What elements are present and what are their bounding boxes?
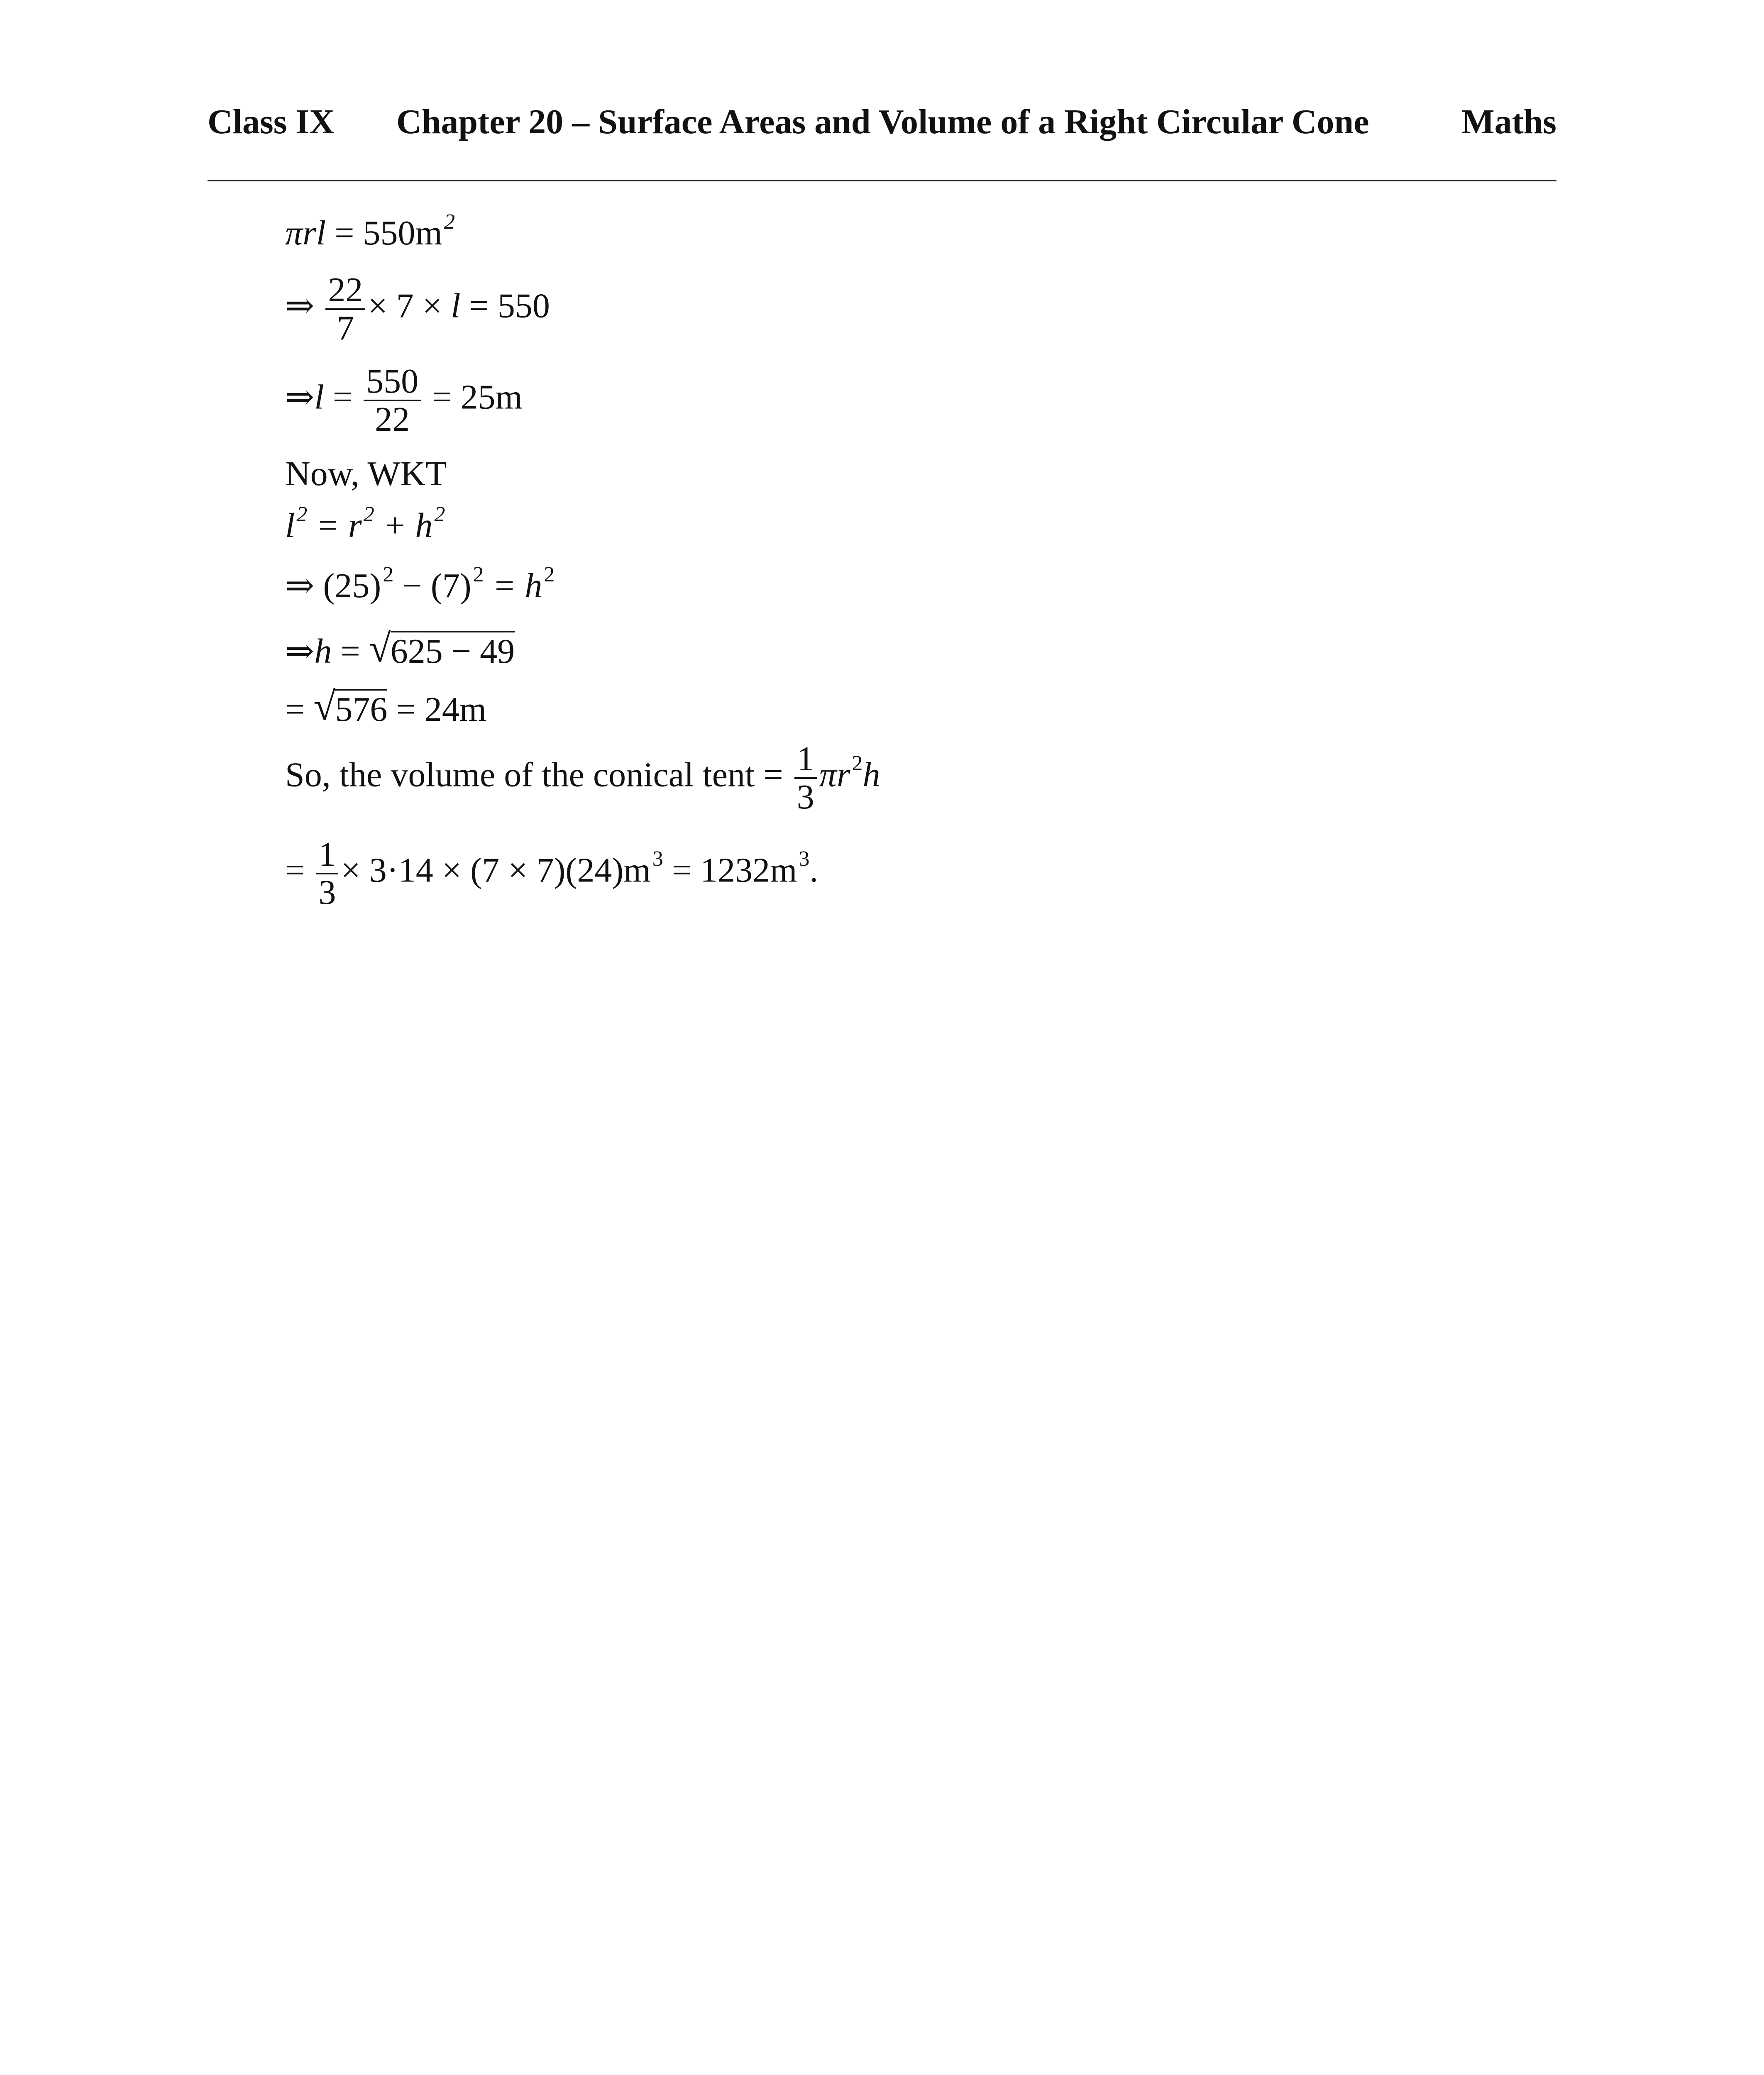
eq3-denominator: 22	[375, 400, 410, 439]
eq8-rest: = 24m	[387, 690, 487, 729]
eq10-eq: =	[285, 851, 305, 890]
eq6-b: (7)	[430, 566, 472, 605]
eq10-end: .	[809, 851, 818, 890]
eq10-result: = 1232m	[663, 851, 797, 890]
eq2-fraction	[325, 272, 365, 347]
eq10-body: × 3·14 × (7 × 7)(24)m	[341, 851, 651, 890]
eq9-numerator: 1	[794, 741, 817, 779]
eq7-radicand: 625 − 49	[391, 631, 515, 669]
eq9-exp: 2	[852, 752, 863, 776]
eq7-radical	[369, 626, 515, 671]
eq3-rest: = 25m	[432, 378, 523, 417]
equation-slant-height	[285, 363, 523, 438]
eq3-var: l	[314, 378, 324, 417]
eq1-lhs: πrl	[285, 214, 326, 252]
eq10-exp1: 3	[652, 847, 663, 871]
eq2-numerator: 22	[325, 272, 365, 310]
page-header	[208, 102, 1556, 147]
eq5-plus: + h	[374, 506, 433, 545]
eq6-a: (25)	[323, 566, 381, 605]
eq5-r-exp: 2	[363, 503, 374, 526]
eq7-h: h	[314, 632, 332, 671]
eq6-eq: = h	[484, 566, 542, 605]
eq5-mid: = r	[307, 506, 362, 545]
equation-h-value	[285, 684, 487, 729]
equation-substitute	[285, 272, 550, 347]
eq9-text: So, the volume of the conical tent	[285, 755, 755, 794]
eq7-eq: =	[332, 632, 369, 671]
text-now-wkt: Now, WKT	[285, 454, 447, 493]
eq5-h-exp: 2	[434, 503, 445, 526]
eq2-rest-a: × 7 ×	[368, 286, 451, 325]
eq7-arrow: ⇒	[285, 632, 315, 671]
chapter-title: Chapter 20 – Surface Areas and Volume of a Right Circular Cone	[396, 103, 1369, 141]
eq6-arrow: ⇒	[285, 566, 315, 605]
eq8-radical	[313, 684, 388, 729]
equation-volume-result	[285, 836, 818, 911]
eq3-eq: =	[324, 378, 362, 417]
eq1-exp: 2	[444, 210, 455, 234]
eq10-numerator: 1	[316, 836, 338, 874]
eq2-rest-b: = 550	[460, 286, 550, 325]
eq6-minus: −	[393, 566, 431, 605]
eq2-arrow: ⇒	[285, 286, 315, 325]
eq2-var: l	[451, 286, 461, 325]
eq9-formula: πr	[819, 755, 850, 794]
eq9-eq: =	[763, 755, 783, 794]
eq10-fraction	[316, 836, 338, 911]
eq10-exp2: 3	[799, 847, 810, 871]
eq9-fraction	[794, 741, 817, 815]
eq6-h-exp: 2	[544, 563, 555, 586]
eq9-h: h	[862, 755, 880, 794]
eq9-denominator: 3	[796, 778, 814, 817]
header-divider	[208, 180, 1556, 181]
eq3-arrow: ⇒	[285, 378, 315, 417]
eq5-l-exp: 2	[296, 503, 308, 526]
eq8-sqrt-symbol: √	[313, 684, 336, 728]
eq3-numerator: 550	[364, 363, 421, 401]
subject-label: Maths	[1461, 103, 1556, 141]
eq3-fraction	[364, 363, 421, 438]
eq7-sqrt-symbol: √	[369, 626, 391, 670]
eq10-denominator: 3	[318, 873, 336, 912]
eq8-eq: =	[285, 690, 314, 729]
eq6-b-exp: 2	[473, 563, 484, 586]
eq2-denominator: 7	[337, 309, 354, 348]
eq6-a-exp: 2	[383, 563, 394, 586]
equation-pythagoras	[285, 503, 445, 545]
equation-h-sqrt	[285, 626, 515, 671]
equation-substitution-h	[285, 563, 555, 605]
text-volume-formula	[285, 741, 880, 815]
eq1-rhs: = 550m	[335, 214, 442, 252]
equation-slant-area	[285, 210, 455, 252]
eq8-radicand: 576	[335, 689, 387, 727]
eq5-l: l	[285, 506, 295, 545]
class-label: Class IX	[208, 103, 335, 141]
